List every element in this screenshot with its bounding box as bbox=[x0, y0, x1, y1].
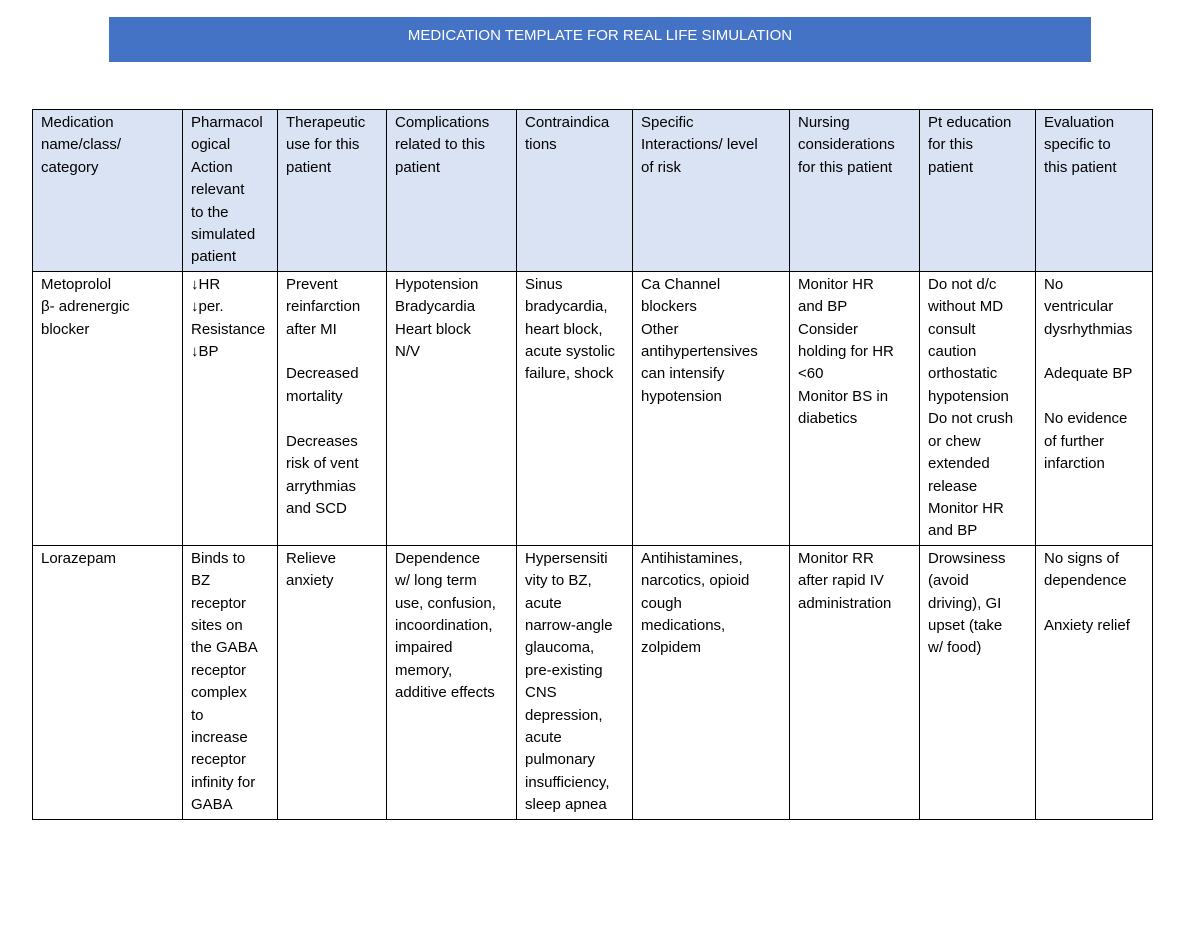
cell-therapeutic-use: Prevent reinfarction after MI Decreased mortality Decreases risk of vent arrythmias and SCD bbox=[278, 271, 387, 545]
cell-contraindications: Sinus bradycardia, heart block, acute systolic failure, shock bbox=[517, 271, 633, 545]
table-row bbox=[33, 545, 1153, 819]
header-pharmacological-action: Pharmacol ogical Action relevant to the simulated patient bbox=[183, 110, 278, 272]
header-complications: Complications related to this patient bbox=[387, 110, 517, 272]
header-nursing-considerations: Nursing considerations for this patient bbox=[790, 110, 920, 272]
cell-evaluation: No signs of dependence Anxiety relief bbox=[1036, 545, 1153, 819]
cell-medication: Lorazepam bbox=[33, 545, 183, 819]
header-contraindications: Contraindica tions bbox=[517, 110, 633, 272]
cell-interactions: Ca Channel blockers Other antihypertensives can intensify hypotension bbox=[633, 271, 790, 545]
cell-evaluation: No ventricular dysrhythmias Adequate BP No evidence of further infarction bbox=[1036, 271, 1153, 545]
cell-pharmacological-action: Binds to BZ receptor sites on the GABA receptor complex to increase receptor infinity for GABA bbox=[183, 545, 278, 819]
page-title: MEDICATION TEMPLATE FOR REAL LIFE SIMULATION bbox=[407, 27, 793, 44]
cell-therapeutic-use: Relieve anxiety bbox=[278, 545, 387, 819]
header-therapeutic-use: Therapeutic use for this patient bbox=[278, 110, 387, 272]
cell-interactions: Antihistamines, narcotics, opioid cough medications, zolpidem bbox=[633, 545, 790, 819]
header-medication: Medication name/class/ category bbox=[33, 110, 183, 272]
header-row bbox=[33, 110, 1153, 272]
header-patient-education: Pt education for this patient bbox=[920, 110, 1036, 272]
medication-table bbox=[32, 109, 1153, 820]
cell-contraindications: Hypersensiti vity to BZ, acute narrow-angle glaucoma, pre-existing CNS depression, acute pulmonary insufficiency, sleep apnea bbox=[517, 545, 633, 819]
cell-complications: Hypotension Bradycardia Heart block N/V bbox=[387, 271, 517, 545]
cell-nursing-considerations: Monitor HR and BP Consider holding for HR <60 Monitor BS in diabetics bbox=[790, 271, 920, 545]
cell-complications: Dependence w/ long term use, confusion, incoordination, impaired memory, additive effects bbox=[387, 545, 517, 819]
cell-patient-education: Do not d/c without MD consult caution orthostatic hypotension Do not crush or chew extended release Monitor HR and BP bbox=[920, 271, 1036, 545]
cell-nursing-considerations: Monitor RR after rapid IV administration bbox=[790, 545, 920, 819]
cell-pharmacological-action: ↓HR ↓per. Resistance ↓BP bbox=[183, 271, 278, 545]
title-banner bbox=[109, 17, 1091, 62]
cell-patient-education: Drowsiness (avoid driving), GI upset (take w/ food) bbox=[920, 545, 1036, 819]
table-row bbox=[33, 271, 1153, 545]
cell-medication: Metoprolol β- adrenergic blocker bbox=[33, 271, 183, 545]
header-interactions: Specific Interactions/ level of risk bbox=[633, 110, 790, 272]
header-evaluation: Evaluation specific to this patient bbox=[1036, 110, 1153, 272]
